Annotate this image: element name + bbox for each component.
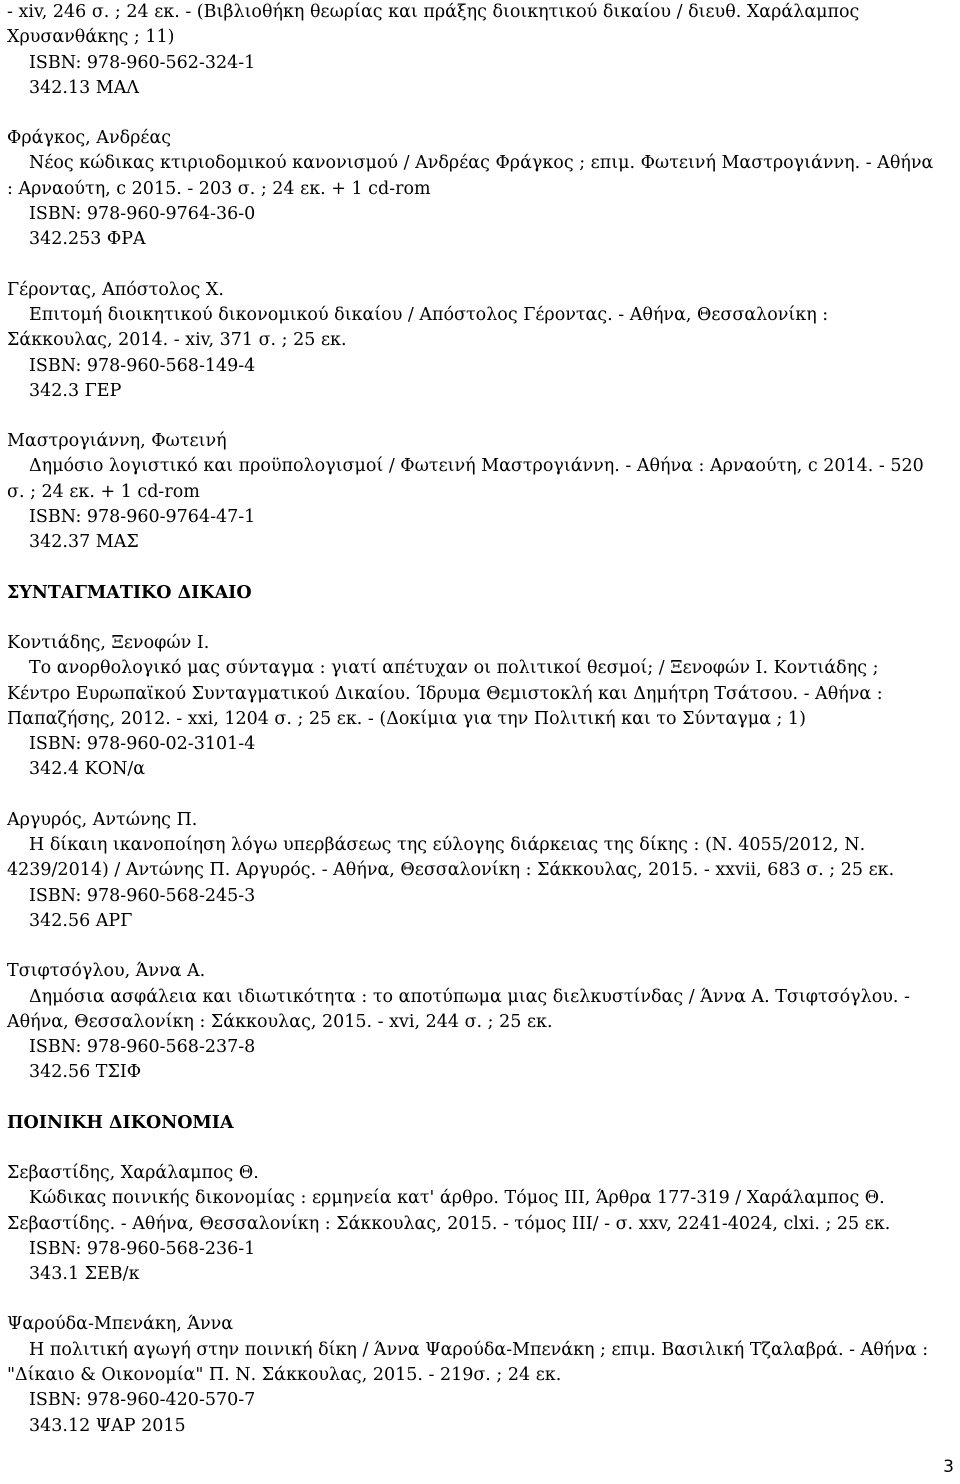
entry-isbn: ISBN: 978-960-568-149-4 [29,355,256,376]
entry-author: Φράγκος, Ανδρέας [7,128,172,149]
entry-call-number: 342.56 ΤΣΙΦ [29,1062,142,1083]
entry-author: Αργυρός, Αντώνης Π. [7,809,198,830]
entry-isbn: ISBN: 978-960-568-237-8 [29,1037,256,1058]
entry-description: Η δίκαιη ικανοποίηση λόγω υπερβάσεως της εύλογης διάρκειας της δίκης : (Ν. 4055/2012, Ν. 4239/2014) / Αντώνης Π. Αργυρός. - Αθήνα, Θεσσαλονίκη : Σάκκουλας, 2015. - xxvii, 683 σ. ; 25 εκ. [7,835,895,881]
entry-author: Κοντιάδης, Ξενοφών Ι. [7,632,210,653]
entry-description: Η πολιτική αγωγή στην ποινική δίκη / Άννα Ψαρούδα-Μπενάκη ; επιμ. Βασιλική Τζαλαβρά. - Αθήνα : "Δίκαιο & Οικονομία" Π. Ν. Σάκκουλας, 2015. - 219σ. ; 24 εκ. [7,1339,929,1386]
catalog-entry [7,959,936,1085]
entry-call-number: 342.4 ΚΟΝ/α [29,759,146,780]
entry-description: - xiv, 246 σ. ; 24 εκ. - (Βιβλιοθήκη θεωρίας και πράξης διοικητικού δικαίου / διευθ. Χαράλαμπος Χρυσανθάκης ; 11) [7,2,860,48]
entry-isbn: ISBN: 978-960-562-324-1 [29,52,256,73]
entry-author: Ψαρούδα-Μπενάκη, Άννα [7,1314,234,1335]
entry-description: Δημόσιο λογιστικό και προϋπολογισμοί / Φωτεινή Μαστρογιάννη. - Αθήνα : Αρναούτη, c 2014. - 520 σ. ; 24 εκ. + 1 cd-rom [7,456,924,502]
catalog-entry [7,0,936,101]
entry-description: Το ανορθολογικό μας σύνταγμα : γιατί απέτυχαν οι πολιτικοί θεσμοί; / Ξενοφών Ι. Κοντιάδης ; Κέντρο Ευρωπαϊκού Συνταγματικού Δικαίου. Ίδρυμα Θεμιστοκλή και Δημήτρη Τσάτσου. - Αθήνα : Παπαζήσης, 2012. - xxi, 1204 σ. ; 25 εκ. - (Δοκίμια για την Πολιτική και το Σύνταγμα ; 1) [7,658,883,729]
catalog-entry [7,808,936,934]
page-number: 3 [943,1456,954,1477]
entry-isbn: ISBN: 978-960-9764-36-0 [29,204,256,225]
catalog-entry [7,1312,936,1438]
entry-description: Επιτομή διοικητικού δικονομικού δικαίου / Απόστολος Γέροντας. - Αθήνα, Θεσσαλονίκη : Σάκκουλας, 2014. - xiv, 371 σ. ; 25 εκ. [7,304,829,351]
catalog-entry [7,631,936,783]
entry-isbn: ISBN: 978-960-02-3101-4 [29,734,256,755]
entry-call-number: 342.13 ΜΑΛ [29,77,139,98]
entry-call-number: 343.1 ΣΕΒ/κ [29,1264,140,1285]
entry-call-number: 342.56 ΑΡΓ [29,910,133,931]
entry-description: Κώδικας ποινικής δικονομίας : ερμηνεία κατ' άρθρο. Τόμος ΙΙΙ, Άρθρα 177-319 / Χαράλαμπος Θ. Σεβαστίδης. - Αθήνα, Θεσσαλονίκη : Σάκκουλας, 2015. - τόμος ΙΙΙ/ - σ. xxv, 2241-4024, clxi. ; 25 εκ. [7,1188,891,1234]
entry-call-number: 342.253 ΦΡΑ [29,229,146,250]
entry-call-number: 343.12 ΨΑΡ 2015 [29,1415,186,1436]
entry-isbn: ISBN: 978-960-9764-47-1 [29,507,256,528]
entry-call-number: 342.3 ΓΕΡ [29,380,122,401]
entry-description: Νέος κώδικας κτιριοδομικού κανονισμού / Ανδρέας Φράγκος ; επιμ. Φωτεινή Μαστρογιάννη. - Αθήνα : Αρναούτη, c 2015. - 203 σ. ; 24 εκ. + 1 cd-rom [7,153,934,199]
entry-isbn: ISBN: 978-960-420-570-7 [29,1390,256,1411]
entry-isbn: ISBN: 978-960-568-245-3 [29,885,256,906]
entry-author: Γέροντας, Απόστολος Χ. [7,279,224,300]
entry-isbn: ISBN: 978-960-568-236-1 [29,1238,256,1259]
section-heading-constitutional-law: ΣΥΝΤΑΓΜΑΤΙΚΟ ΔΙΚΑΙΟ [7,582,252,603]
entry-author: Σεβαστίδης, Χαράλαμπος Θ. [7,1162,259,1183]
entry-call-number: 342.37 ΜΑΣ [29,532,139,553]
entry-author: Μαστρογιάννη, Φωτεινή [7,431,227,452]
section-heading-criminal-procedure: ΠΟΙΝΙΚΗ ΔΙΚΟΝΟΜΙΑ [7,1112,234,1133]
entry-description: Δημόσια ασφάλεια και ιδιωτικότητα : το αποτύπωμα μιας διελκυστίνδας / Άννα Α. Τσιφτσόγλου. - Αθήνα, Θεσσαλονίκη : Σάκκουλας, 2015. - xvi, 244 σ. ; 25 εκ. [7,986,910,1032]
catalog-entry [7,278,936,404]
catalog-entry [7,429,936,555]
catalog-entry [7,1161,936,1287]
entry-author: Τσιφτσόγλου, Άννα Α. [7,961,206,982]
catalog-entry [7,126,936,252]
